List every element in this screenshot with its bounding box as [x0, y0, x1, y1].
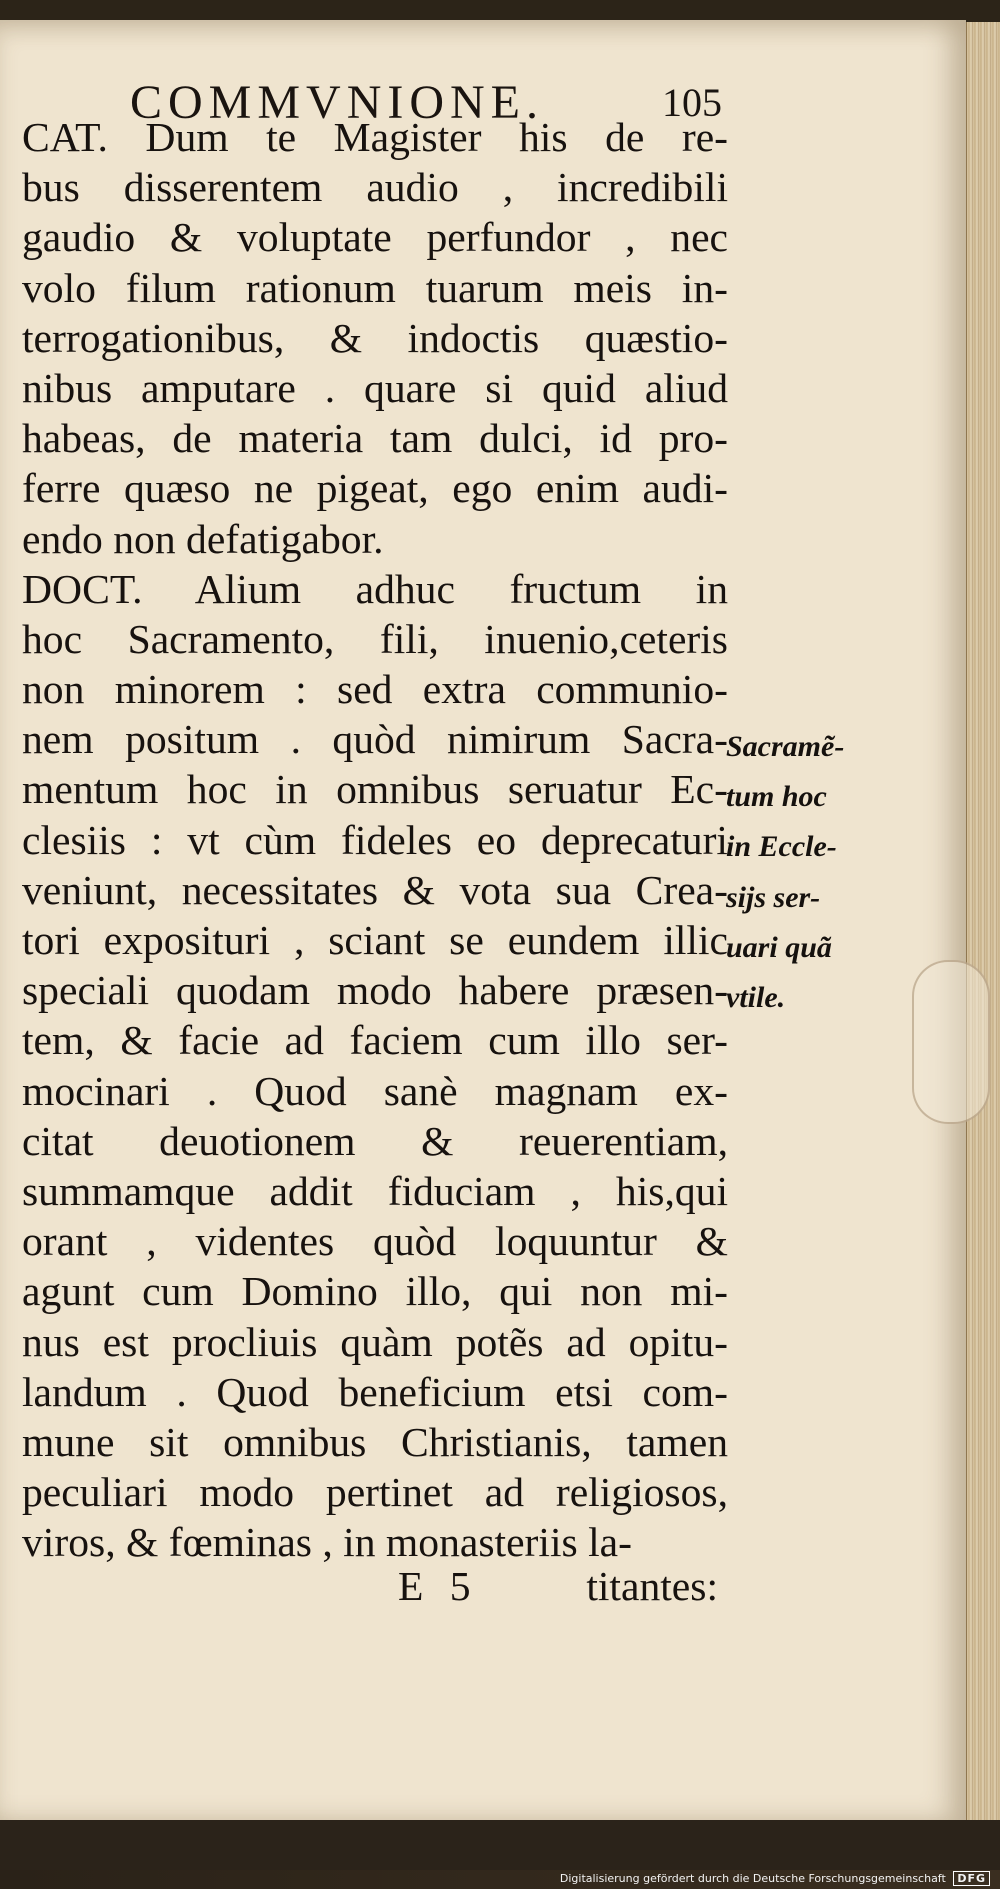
text-line: speciali quodam modo habere præsen- — [22, 967, 728, 1014]
running-head: COMMVNIONE. — [130, 75, 544, 129]
page-fore-edge — [966, 22, 1000, 1820]
text-line: hoc Sacramento, fili, inuenio,ceteris — [22, 615, 728, 662]
text-line: nibus amputare . quare si quid aliud — [22, 364, 728, 411]
scan-top-edge — [0, 0, 1000, 22]
text-line: bus disserentem audio , incredibili — [22, 164, 728, 211]
text-line: peculiari modo pertinet ad religiosos, — [22, 1469, 728, 1516]
marginal-note-line: uari quã — [726, 930, 832, 964]
text-line: gaudio & voluptate perfundor , nec — [22, 214, 728, 261]
page-footer — [398, 1558, 718, 1614]
text-line: CAT. Dum te Magister his de re- — [22, 114, 728, 160]
text-line: summamque addit fiduciam , his,qui — [22, 1167, 728, 1214]
text-line: habeas, de materia tam dulci, id pro- — [22, 415, 728, 462]
marginal-note — [726, 722, 896, 1023]
marginal-note-line: sijs ser- — [726, 880, 821, 914]
text-line: orant , videntes quòd loquuntur & — [22, 1218, 728, 1265]
digitization-credit — [560, 1871, 990, 1886]
clip-tab — [912, 960, 990, 1124]
body-text — [22, 112, 728, 1567]
text-line: tem, & facie ad faciem cum illo ser- — [22, 1017, 728, 1064]
marginal-note-line: tum hoc — [726, 780, 827, 814]
text-line: non minorem : sed extra communio- — [22, 666, 728, 713]
credit-text: Digitalisierung gefördert durch die Deutsche Forschungsgemeinschaft — [559, 1872, 946, 1885]
text-line: nem positum . quòd nimirum Sacra- — [22, 716, 728, 763]
marginal-note-line: vtile. — [726, 980, 786, 1014]
text-line: clesiis : vt cùm fideles eo deprecaturi — [22, 816, 728, 863]
text-line: endo non defatigabor. — [22, 515, 384, 562]
catchword: titantes: — [586, 1563, 718, 1609]
page-number: 105 — [662, 79, 722, 125]
marginal-note-line: in Eccle- — [726, 830, 837, 864]
text-line: viros, & fœminas , in monasteriis la- — [22, 1519, 632, 1566]
text-line: agunt cum Domino illo, qui non mi- — [22, 1268, 728, 1315]
text-line: ferre quæso ne pigeat, ego enim audi- — [22, 465, 728, 512]
text-line: landum . Quod beneficium etsi com- — [22, 1368, 728, 1415]
text-line: terrogationibus, & indoctis quæstio- — [22, 314, 728, 361]
signature-mark: E 5 — [398, 1563, 479, 1609]
text-line: citat deuotionem & reuerentiam, — [22, 1117, 728, 1164]
dfg-logo: DFG — [953, 1871, 990, 1886]
book-page — [0, 20, 966, 1822]
marginal-note-line: Sacramẽ- — [726, 730, 845, 763]
text-line: veniunt, necessitates & vota sua Crea- — [22, 866, 728, 913]
text-line: DOCT. Alium adhuc fructum in — [22, 565, 728, 612]
text-line: tori exposituri , sciant se eundem illic — [22, 917, 728, 963]
text-line: mentum hoc in omnibus seruatur Ec- — [22, 766, 728, 813]
scan-bottom-edge — [0, 1820, 1000, 1870]
text-line: mocinari . Quod sanè magnam ex- — [22, 1067, 728, 1114]
text-line: mune sit omnibus Christianis, tamen — [22, 1418, 728, 1465]
text-line: volo filum rationum tuarum meis in- — [22, 264, 728, 311]
text-line: nus est procliuis quàm potẽs ad opitu- — [22, 1318, 728, 1365]
